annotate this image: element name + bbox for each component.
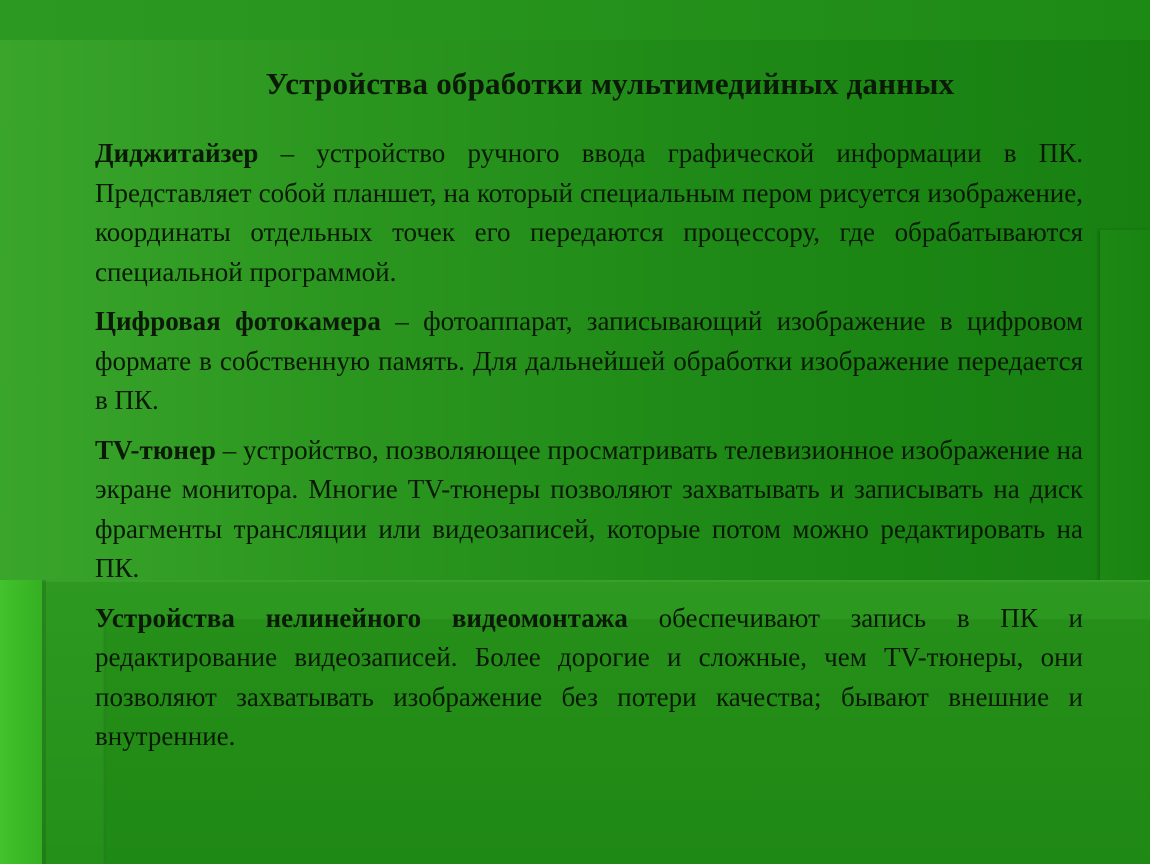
slide-body [95,134,1083,767]
term-digitizer: Диджитайзер [95,138,259,168]
definition-video-editing: обеспечивают запись в ПК и редактирование видеозаписей. Более дорогие и сложные, чем TV-тюнеры, они позволяют захватывать изображение без потери качества; бывают внешние и внутренние. [95,602,1083,751]
paragraph-digitizer [95,134,1083,292]
paragraph-digital-camera [95,302,1083,421]
term-video-editing: Устройства нелинейного видеомонтажа [95,602,628,633]
background-edge-line [42,580,46,864]
slide-title: Устройства обработки мультимедийных данных [265,66,955,101]
term-tv-tuner: TV-тюнер [95,434,216,465]
definition-tv-tuner: – устройство, позволяющее просматривать телевизионное изображение на экране монитора. Многие TV-тюнеры позволяют захватывать и записывать на диск фрагменты трансляции или видеозаписей, которые потом можно редактировать на ПК. [95,434,1083,583]
definition-digitizer: – устройство ручного ввода графической информации в ПК. Представляет собой планшет, на который специальным пером рисуется изображение, координаты отдельных точек его передаются процессору, где обрабатываются специальной программой. [95,138,1083,287]
term-digital-camera: Цифровая фотокамера [95,306,381,336]
paragraph-video-editing [95,599,1083,757]
background-top-band [0,0,1150,40]
paragraph-tv-tuner [95,431,1083,589]
background-left-strip [0,580,42,864]
definition-digital-camera: – фотоаппарат, записывающий изображение в цифровом формате в собственную память. Для дальнейшей обработки изображение передается в ПК. [95,306,1083,415]
